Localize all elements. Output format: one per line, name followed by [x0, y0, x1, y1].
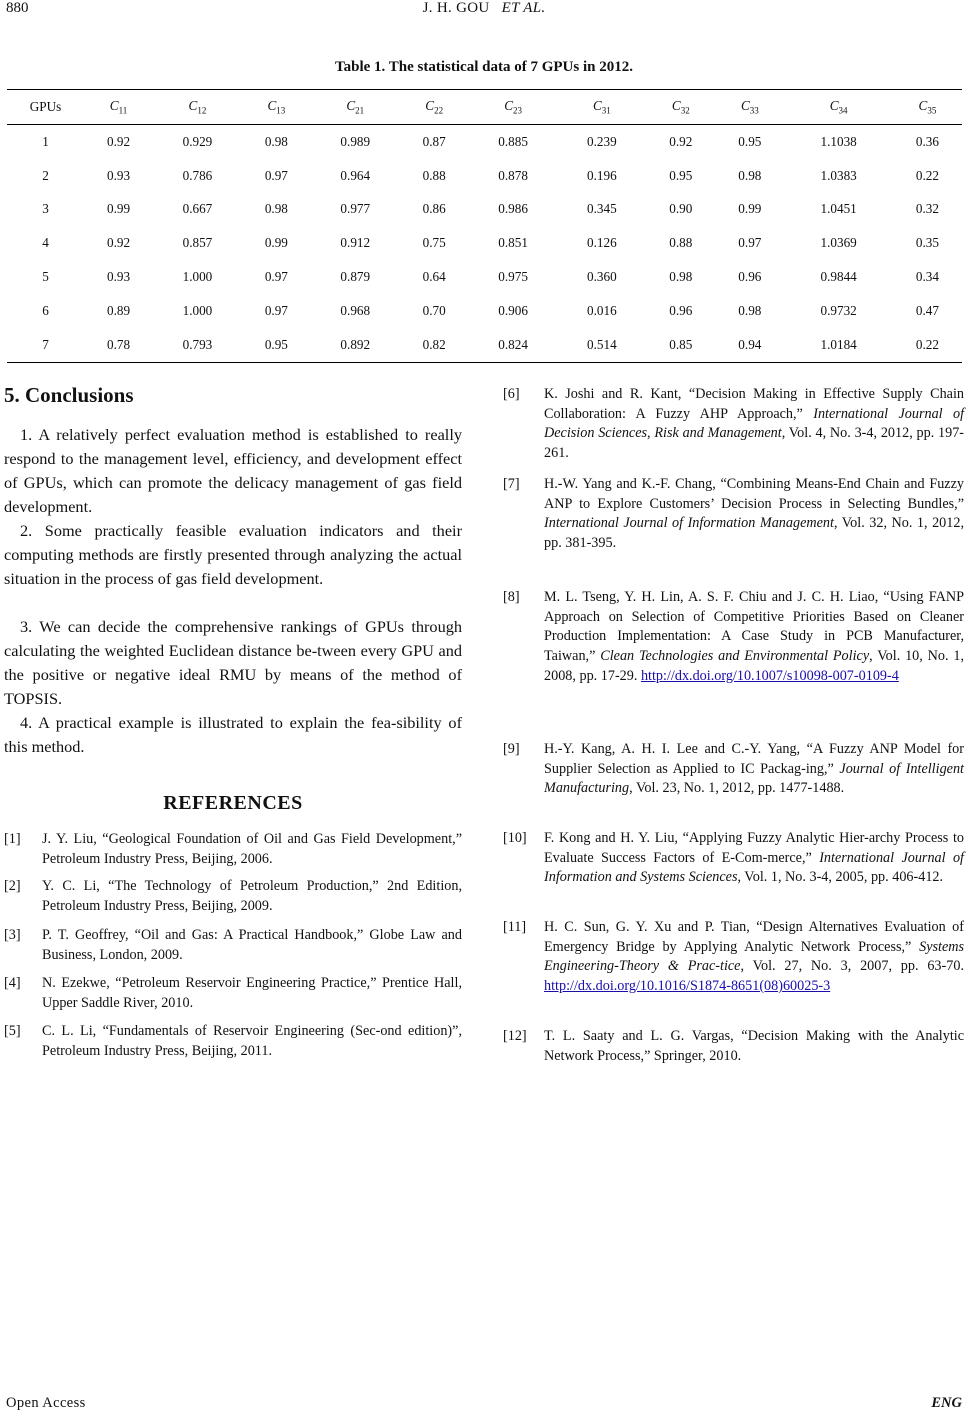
table-cell: 0.35	[915, 235, 939, 251]
reference-6	[503, 385, 964, 465]
table-cell: 0.93	[106, 269, 131, 285]
table-cell: 0.514	[557, 328, 646, 362]
table-cell: 0.906	[498, 302, 528, 318]
table-cell: 0.968	[340, 302, 371, 318]
table-cell: 0.345	[587, 201, 617, 217]
reference-5	[4, 1022, 462, 1062]
reference-journal: International Journal of Information Management	[544, 515, 834, 532]
reference-text: F. Kong and H. Y. Liu, “Applying Fuzzy Analytic Hier-archy Process to Evaluate Success Factors of E-Com-merce,” International Journal of Information and Systems Sciences, Vol. 1, No. 3-4, 2005, pp. 406-412.	[544, 830, 964, 886]
reference-9	[503, 740, 964, 820]
table-header-row	[7, 90, 962, 125]
table-cell: 0.912	[340, 235, 371, 251]
table-cell: 0.196	[587, 167, 617, 183]
table-cell: 0.929	[182, 133, 213, 149]
reference-journal: Risk and Management	[654, 425, 782, 442]
reference-8	[503, 588, 964, 733]
section-title-conclusions: 5. Conclusions	[4, 383, 134, 407]
table-cell: 0.89	[106, 302, 131, 318]
table-cell: 0.64	[422, 269, 446, 285]
table-cell: 0.97	[738, 235, 762, 251]
reference-text: Y. C. Li, “The Technology of Petroleum Production,” 2nd Edition, Petroleum Industry Press, Beijing, 2009.	[42, 878, 462, 914]
conclusion-paragraph-4: 4. A practical example is illustrated to explain the fea-sibility of this method.	[4, 713, 462, 756]
conclusion-paragraph-3: 3. We can decide the comprehensive rankings of GPUs through calculating the weighted Euclidean distance be-tween every GPU and the positive or negative ideal RMU by means of the method of TOPSIS.	[4, 617, 462, 708]
table-cell: 0.93	[106, 167, 131, 183]
table-cell: 1.1038	[820, 133, 857, 149]
reference-4	[4, 974, 462, 1014]
table-cell: 5	[42, 269, 49, 285]
reference-text: H.-W. Yang and K.-F. Chang, “Combining Means-End Chain and Fuzzy ANP to Explore Customers’ Decision Process in Selecting Bundles,” International Journal of Information Management, Vol. 32, No. 1, 2012, pp. 381-395.	[544, 476, 964, 552]
table-row	[7, 328, 962, 362]
table-cell: 1.0184	[784, 328, 893, 362]
header-c31: $C_{31}$	[557, 90, 646, 125]
header-c22: $C_{22}$	[400, 90, 469, 125]
reference-journal: International Journal of Decision Sciences	[544, 405, 965, 442]
table-cell: 0.22	[915, 167, 939, 183]
table-cell: 0.99	[264, 235, 288, 251]
table-cell: 0.878	[498, 167, 528, 183]
table-cell: 0.95	[669, 167, 693, 183]
table-cell: 0.975	[498, 269, 528, 285]
reference-10	[503, 829, 964, 909]
table-cell: 1	[42, 133, 49, 149]
reference-12	[503, 1027, 964, 1067]
table-cell: 0.986	[498, 201, 528, 217]
table-cell: 0.964	[340, 167, 371, 183]
table-row	[7, 226, 962, 260]
reference-text: H.-Y. Kang, A. H. I. Lee and C.-Y. Yang, “A Fuzzy ANP Model for Supplier Selection as Applied to IC Packag-ing,” Journal of Intelligent Manufacturing, Vol. 23, No. 1, 2012, pp. 1477-1488.	[544, 741, 964, 797]
table-cell: 0.851	[498, 235, 528, 251]
table-cell: 0.016	[587, 302, 617, 318]
table-cell: 0.75	[422, 235, 446, 251]
header-gpus: GPUs	[7, 90, 84, 125]
table-row	[7, 159, 962, 193]
table-cell: 0.22	[893, 328, 962, 362]
table-cell: 0.32	[915, 201, 939, 217]
table-cell: 1.000	[182, 269, 213, 285]
table-cell: 0.97	[264, 269, 288, 285]
table-cell: 0.99	[106, 201, 131, 217]
header-c33: $C_{33}$	[715, 90, 784, 125]
table-cell: 0.126	[587, 235, 617, 251]
table-cell: 0.92	[106, 235, 131, 251]
table-cell: 0.97	[264, 302, 288, 318]
table-cell: 3	[42, 201, 49, 217]
table-cell: 2	[42, 167, 49, 183]
table-cell: 0.857	[182, 235, 213, 251]
table-cell: 0.96	[738, 269, 762, 285]
table-cell: 1.0369	[820, 235, 857, 251]
reference-journal: Clean Technologies and Environmental Policy	[600, 648, 870, 665]
reference-number: [12]	[503, 1028, 527, 1044]
table-cell: 0.34	[915, 269, 939, 285]
table-row	[7, 125, 962, 159]
reference-text: N. Ezekwe, “Petroleum Reservoir Engineering Practice,” Prentice Hall, Upper Saddle River, 2010.	[42, 975, 462, 1011]
table-cell: 0.98	[738, 302, 762, 318]
reference-number: [2]	[4, 878, 21, 894]
table-cell: 0.78	[84, 328, 153, 362]
table-cell: 0.9732	[820, 302, 857, 318]
header-c13: $C_{13}$	[242, 90, 311, 125]
table-cell: 0.99	[738, 201, 762, 217]
table-cell: 0.879	[340, 269, 371, 285]
header-c23: $C_{23}$	[469, 90, 558, 125]
reference-text: H. C. Sun, G. Y. Xu and P. Tian, “Design Alternatives Evaluation of Emergency Bridge by Applying Analytic Network Process,” Systems Engineering-Theory & Prac-tice, Vol. 27, No. 3, 2007, pp. 63-70. http://dx.doi.org/10.1016/S1874-8651(08)60025-3	[544, 919, 965, 995]
reference-number: [3]	[4, 927, 21, 943]
references-title: REFERENCES	[163, 792, 303, 814]
conclusion-paragraph-2: 2. Some practically feasible evaluation indicators and their computing methods are firstly presented through analyzing the actual situation in the process of gas field development.	[4, 521, 462, 588]
reference-number: [10]	[503, 830, 527, 846]
doi-link[interactable]: http://dx.doi.org/10.1007/s10098-007-0109-4	[640, 667, 899, 684]
reference-number: [9]	[503, 741, 520, 757]
table-cell: 0.98	[669, 269, 693, 285]
reference-number: [5]	[4, 1023, 21, 1039]
table-row	[7, 260, 962, 294]
conclusion-paragraph-1: 1. A relatively perfect evaluation method is established to really respond to the management level, efficiency, and development effect of GPUs, which can promote the delicacy management of gas field development.	[4, 425, 462, 516]
table-row	[7, 193, 962, 227]
table-cell: 0.9844	[820, 269, 857, 285]
table-cell: 0.989	[340, 133, 371, 149]
running-header	[0, 0, 968, 17]
reference-2	[4, 877, 462, 917]
table-cell: 1.0451	[820, 201, 857, 217]
header-c32: $C_{32}$	[646, 90, 715, 125]
reference-7	[503, 475, 964, 575]
header-c12: $C_{12}$	[153, 90, 242, 125]
table-cell: 0.94	[715, 328, 784, 362]
reference-1	[4, 830, 462, 870]
footer-journal-abbrev: ENG	[931, 1395, 962, 1411]
reference-number: [11]	[503, 919, 527, 935]
page-number: 880	[6, 0, 29, 16]
table-cell: 0.892	[311, 328, 400, 362]
table-cell: 0.92	[106, 133, 131, 149]
table-cell: 0.82	[400, 328, 469, 362]
reference-number: [8]	[503, 589, 520, 605]
table-cell: 0.239	[587, 133, 617, 149]
table-caption: Table 1. The statistical data of 7 GPUs in 2012.	[335, 59, 633, 75]
footer-open-access: Open Access	[6, 1395, 86, 1411]
reference-text: K. Joshi and R. Kant, “Decision Making in Effective Supply Chain Collaboration: A Fuzzy AHP Approach,” International Journal of Decision Sciences, Risk and Management, Vol. 4, No. 3-4, 2012, pp. 197-261.	[544, 386, 965, 462]
table-cell: 0.85	[646, 328, 715, 362]
gpu-data-table	[7, 89, 962, 363]
header-c35: $C_{35}$	[893, 90, 962, 125]
header-et-al: ET AL.	[501, 0, 546, 16]
table-cell: 0.824	[469, 328, 558, 362]
table-cell: 0.36	[915, 133, 939, 149]
table-cell: 0.88	[669, 235, 693, 251]
header-c11: $C_{11}$	[84, 90, 153, 125]
table-cell: 0.885	[498, 133, 528, 149]
table-cell: 1.0383	[820, 167, 857, 183]
table-cell: 0.96	[669, 302, 693, 318]
table-cell: 0.97	[264, 167, 288, 183]
table-cell: 0.977	[340, 201, 371, 217]
reference-text: C. L. Li, “Fundamentals of Reservoir Engineering (Sec-ond edition)”, Petroleum Industry Press, Beijing, 2011.	[42, 1023, 462, 1059]
table-cell: 0.98	[264, 133, 288, 149]
reference-text: P. T. Geoffrey, “Oil and Gas: A Practical Handbook,” Globe Law and Business, London, 2009.	[42, 927, 462, 963]
table-cell: 0.793	[153, 328, 242, 362]
reference-text: M. L. Tseng, Y. H. Lin, A. S. F. Chiu and J. C. H. Liao, “Using FANP Approach on Selection of Competitive Priorities Based on Cleaner Production Implementation: A Case Study in PCB Manufacturer, Taiwan,” Clean Technologies and Environmental Policy, Vol. 10, No. 1, 2008, pp. 17-29. http://dx.doi.org/10.1007/s10098-007-0109-4	[544, 589, 964, 684]
table-cell: 0.90	[669, 201, 693, 217]
table-cell: 0.98	[264, 201, 288, 217]
reference-11	[503, 918, 964, 1018]
reference-number: [4]	[4, 975, 21, 991]
reference-number: [1]	[4, 831, 21, 847]
table-cell: 1.000	[182, 302, 213, 318]
table-cell: 0.360	[587, 269, 617, 285]
table-cell: 0.47	[915, 302, 939, 318]
header-c21: $C_{21}$	[311, 90, 400, 125]
reference-journal: Systems Engineering-Theory & Prac-tice	[544, 938, 965, 975]
table-cell: 4	[42, 235, 49, 251]
reference-journal: Journal of Intelligent Manufacturing	[544, 760, 964, 797]
table-cell: 0.88	[422, 167, 446, 183]
table-row	[7, 294, 962, 328]
table-cell: 6	[42, 302, 49, 318]
reference-3	[4, 926, 462, 966]
doi-link[interactable]: http://dx.doi.org/10.1016/S1874-8651(08)60025-3	[544, 978, 831, 995]
table-cell: 0.70	[422, 302, 446, 318]
table-cell: 0.95	[242, 328, 311, 362]
reference-number: [6]	[503, 386, 520, 402]
header-c34: $C_{34}$	[784, 90, 893, 125]
table-cell: 0.667	[182, 201, 213, 217]
reference-text: T. L. Saaty and L. G. Vargas, “Decision Making with the Analytic Network Process,” Springer, 2010.	[544, 1028, 964, 1064]
reference-text: J. Y. Liu, “Geological Foundation of Oil and Gas Field Development,” Petroleum Industry Press, Beijing, 2006.	[42, 831, 462, 867]
table-cell: 0.95	[738, 133, 762, 149]
table-cell: 0.86	[422, 201, 446, 217]
reference-journal: International Journal of Information and Systems Sciences	[544, 849, 964, 886]
table-cell: 7	[7, 328, 84, 362]
table-cell: 0.786	[182, 167, 213, 183]
header-authors: J. H. GOU	[422, 0, 490, 16]
table-cell: 0.98	[738, 167, 762, 183]
table-cell: 0.92	[669, 133, 693, 149]
reference-number: [7]	[503, 476, 520, 492]
table-cell: 0.87	[422, 133, 446, 149]
